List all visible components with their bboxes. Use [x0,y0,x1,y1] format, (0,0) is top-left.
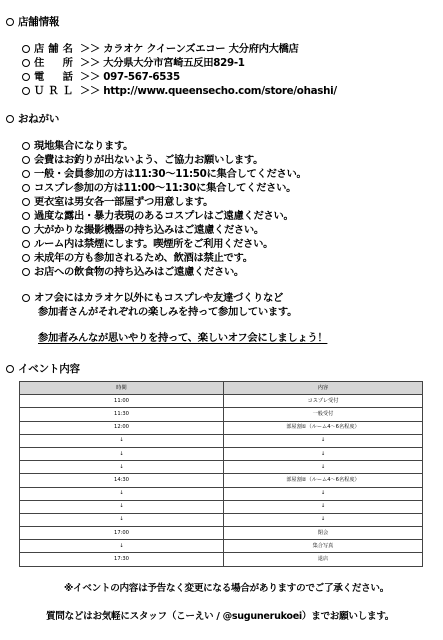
table-row [20,527,423,540]
row-key: ＵＲＬ [34,85,77,97]
request-text: お店への飲食物の持ち込みはご遠慮ください。 [34,266,244,278]
table-row [20,461,423,474]
request-item [22,209,294,223]
requests-heading [6,111,59,126]
request-text: 現地集合になります。 [34,140,134,152]
table-row [20,540,423,553]
time-cell: ↓ [20,540,224,553]
table-row [20,395,423,408]
circle-bullet-icon [22,254,30,262]
time-cell: 17:30 [20,553,224,566]
request-item [22,181,296,195]
circle-bullet-icon [22,226,30,234]
request-text: 更衣室は男女各一部屋ずつ用意します。 [34,196,214,208]
request-text: 一般・会員参加の方は11:30～11:50に集合してください。 [34,168,307,180]
heading-text: イベント内容 [18,363,80,375]
time-cell: ↓ [20,447,224,460]
store-info-heading [6,14,59,29]
time-cell: ↓ [20,434,224,447]
circle-bullet-icon [6,18,14,26]
content-cell: ↓ [224,434,423,447]
content-cell: ↓ [224,487,423,500]
request-item [22,237,273,251]
request-item [22,265,244,279]
store-row-phone [22,70,180,84]
content-cell: 部屋割②（ルーム4～6名程度） [224,474,423,487]
content-cell: 部屋割①（ルーム4～6名程度） [224,421,423,434]
store-row-name [22,42,299,56]
content-cell: 集合写真 [224,540,423,553]
note-text: オフ会にはカラオケ以外にもコスプレや友達づくりなど [34,292,283,304]
content-cell: コスプレ受付 [224,395,423,408]
table-row [20,434,423,447]
table-row [20,487,423,500]
content-cell: ↓ [224,447,423,460]
offkai-note [22,291,283,305]
change-notice: ※イベントの内容は予告なく変更になる場合がありますのでご了承ください。 [64,583,390,594]
circle-bullet-icon [22,184,30,192]
table-row [20,513,423,526]
time-cell: 17:00 [20,527,224,540]
table-row [20,408,423,421]
store-row-url [22,84,337,98]
column-header-content: 内容 [224,382,423,395]
event-schedule-table [19,381,423,567]
closing-message [38,331,327,345]
time-cell: ↓ [20,500,224,513]
request-item [22,153,263,167]
content-cell: 一般受付 [224,408,423,421]
content-cell: ↓ [224,461,423,474]
circle-bullet-icon [22,73,30,81]
heading-text: おねがい [18,113,60,125]
table-row [20,474,423,487]
request-text: 未成年の方も参加されるため、飲酒は禁止です。 [34,252,253,264]
request-item [22,139,133,153]
table-header-row [20,382,423,395]
circle-bullet-icon [22,198,30,206]
circle-bullet-icon [22,268,30,276]
time-cell: 11:00 [20,395,224,408]
table-row [20,447,423,460]
request-item [22,251,253,265]
time-cell: ↓ [20,513,224,526]
circle-bullet-icon [22,45,30,53]
content-cell: ↓ [224,513,423,526]
store-url-link[interactable]: ＞＞ http://www.queensecho.com/store/ohashi/ [80,85,337,97]
table-row [20,553,423,566]
heading-text: 店舗情報 [18,16,60,28]
request-text: 過度な露出・暴力表現のあるコスプレはご遠慮ください。 [34,210,294,222]
circle-bullet-icon [22,87,30,95]
circle-bullet-icon [22,59,30,67]
request-text: 大がかりな撮影機器の持ち込みはご遠慮ください。 [34,224,264,236]
circle-bullet-icon [22,156,30,164]
circle-bullet-icon [6,365,14,373]
content-cell: ↓ [224,500,423,513]
row-key: 住 所 [34,57,77,69]
row-value: ＞＞ 大分県大分市宮崎五反田829-1 [80,57,245,69]
time-cell: 12:00 [20,421,224,434]
table-row [20,421,423,434]
table-row [20,500,423,513]
row-value: ＞＞ カラオケ クイーンズエコー 大分府内大橋店 [80,43,299,55]
content-cell: 閉会 [224,527,423,540]
circle-bullet-icon [22,240,30,248]
column-header-time: 時間 [20,382,224,395]
closing-text: 参加者みんなが思いやりを持って、楽しいオフ会にしましょう！ [38,332,328,344]
row-value: ＞＞ 097-567-6535 [80,71,180,83]
time-cell: 11:30 [20,408,224,421]
store-row-address [22,56,245,70]
request-item [22,167,307,181]
row-key: 電 話 [34,71,77,83]
request-item [22,223,264,237]
circle-bullet-icon [6,115,14,123]
time-cell: ↓ [20,461,224,474]
contact-info: 質問などはお気軽にスタッフ（こーえい / @sugunerukoei）までお願いします。 [46,611,395,622]
request-text: ルーム内は禁煙にします。喫煙所をご利用ください。 [34,238,274,250]
note-text: 参加者さんがそれぞれの楽しみを持って参加しています。 [38,306,298,318]
circle-bullet-icon [22,294,30,302]
request-item [22,195,213,209]
time-cell: ↓ [20,487,224,500]
event-heading [6,361,80,376]
time-cell: 14:30 [20,474,224,487]
offkai-note-cont [38,305,297,319]
circle-bullet-icon [22,212,30,220]
circle-bullet-icon [22,170,30,178]
circle-bullet-icon [22,142,30,150]
request-text: コスプレ参加の方は11:00～11:30に集合してください。 [34,182,297,194]
content-cell: 退店 [224,553,423,566]
row-key: 店舗名 [34,43,77,55]
request-text: 会費はお釣りが出ないよう、ご協力お願いします。 [34,154,264,166]
